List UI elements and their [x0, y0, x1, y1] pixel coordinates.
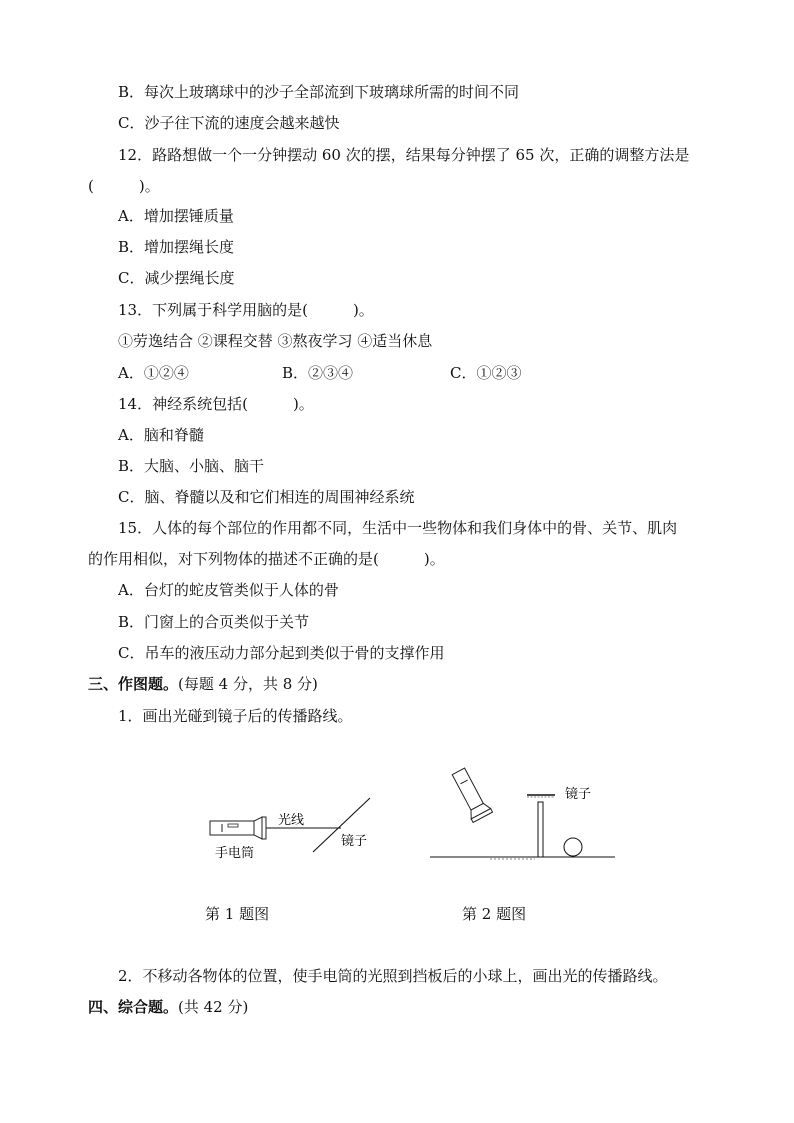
q12-option-b: B．增加摆绳长度 — [118, 238, 235, 256]
small-ball — [564, 838, 582, 856]
section4-title: 四、综合题。 — [88, 998, 179, 1016]
q11-option-b: B．每次上玻璃球中的沙子全部流到下玻璃球所需的时间不同 — [118, 83, 520, 101]
q13-option-b: B．②③④ — [282, 364, 354, 382]
section3-note: (每题 4 分，共 8 分) — [178, 675, 318, 693]
barrier-board — [538, 802, 543, 857]
q14-stem: 14．神经系统包括( )。 — [118, 395, 314, 413]
section4-note: (共 42 分) — [178, 998, 249, 1016]
figure1-light-label: 光线 — [278, 813, 305, 828]
figure2-mirror-label: 镜子 — [565, 787, 592, 802]
q12-stem-line2: ( )。 — [88, 177, 160, 195]
q15-option-a: A．台灯的蛇皮管类似于人体的骨 — [118, 581, 339, 599]
q15-option-b: B．门窗上的合页类似于关节 — [118, 613, 310, 631]
figure2-caption: 第 2 题图 — [462, 905, 527, 923]
section3-title: 三、作图题。 — [88, 675, 179, 693]
section3-heading — [88, 674, 318, 694]
q13-options-row — [118, 363, 718, 383]
q14-option-b: B．大脑、小脑、脑干 — [118, 457, 265, 475]
q15-stem-line2: 的作用相似，对下列物体的描述不正确的是( )。 — [88, 550, 445, 568]
figure1-mirror-label: 镜子 — [341, 834, 368, 849]
q12-option-c: C．减少摆绳长度 — [118, 269, 235, 287]
q15-option-c: C．吊车的液压动力部分起到类似于骨的支撑作用 — [118, 644, 445, 662]
section3-q1: 1．画出光碰到镜子后的传播路线。 — [118, 707, 353, 725]
q11-option-c: C．沙子往下流的速度会越来越快 — [118, 114, 340, 132]
q14-option-a: A．脑和脊髓 — [118, 426, 204, 444]
figure1-caption: 第 1 题图 — [205, 905, 270, 923]
q13-stem: 13．下列属于科学用脑的是( )。 — [118, 301, 374, 319]
figure1-diagram — [200, 790, 390, 870]
q13-option-c: C．①②③ — [450, 364, 522, 382]
q14-option-c: C．脑、脊髓以及和它们相连的周围神经系统 — [118, 488, 415, 506]
q15-stem-line1: 15．人体的每个部位的作用都不同，生活中一些物体和我们身体中的骨、关节、肌肉 — [118, 519, 678, 537]
section4-heading — [88, 997, 248, 1017]
q12-option-a: A．增加摆锤质量 — [118, 207, 234, 225]
flashlight-tilted-icon — [449, 766, 493, 822]
q12-stem-line1: 12．路路想做一个一分钟摆动 60 次的摆，结果每分钟摆了 65 次，正确的调整方法是 — [118, 146, 690, 164]
q13-items: ①劳逸结合 ②课程交替 ③熬夜学习 ④适当休息 — [118, 332, 433, 350]
figure2-diagram — [425, 762, 625, 867]
figure1-flashlight-label: 手电筒 — [215, 846, 255, 861]
q13-option-a: A．①②④ — [118, 364, 189, 382]
flashlight-icon — [210, 817, 266, 839]
section3-q2: 2．不移动各物体的位置，使手电筒的光照到挡板后的小球上，画出光的传播路线。 — [118, 967, 668, 985]
